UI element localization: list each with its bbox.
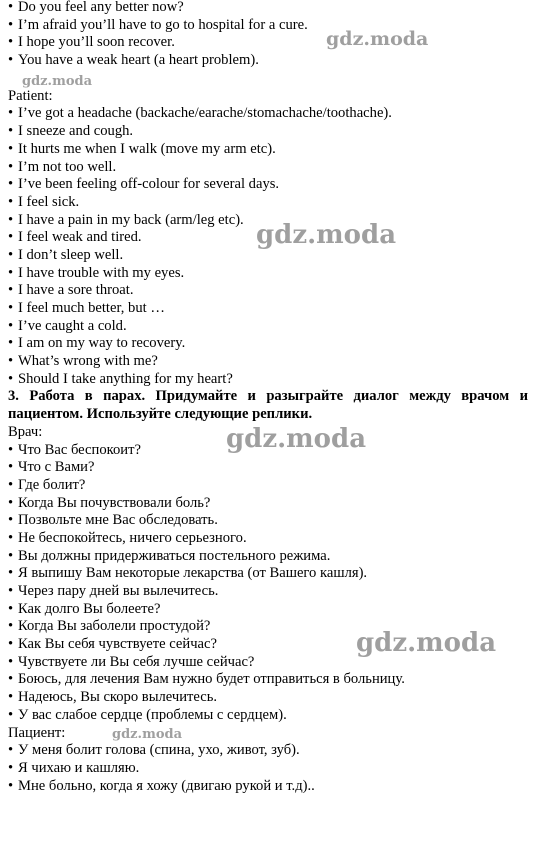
phrase-text: Чувствуете ли Вы себя лучше сейчас?	[18, 653, 255, 670]
list-item	[8, 159, 528, 177]
phrase-text: Через пару дней вы вылечитесь.	[18, 583, 219, 600]
bullet: •	[8, 193, 14, 210]
phrase-text: Позвольте мне Вас обследовать.	[18, 512, 218, 529]
phrase-text: I have a sore throat.	[18, 282, 134, 299]
list-item	[8, 459, 528, 477]
bullet: •	[8, 583, 14, 600]
list-item	[8, 548, 528, 566]
list-item	[8, 353, 528, 371]
bullet: •	[8, 459, 14, 476]
bullet: •	[8, 0, 14, 15]
phrase-text: Что с Вами?	[18, 459, 95, 476]
bullet: •	[8, 441, 14, 458]
phrase-text: Боюсь, для лечения Вам нужно будет отправиться в больницу.	[18, 671, 405, 688]
bullet: •	[8, 689, 14, 706]
list-item	[8, 371, 528, 389]
list-item	[8, 495, 528, 513]
phrase-text: Как Вы себя чувствуете сейчас?	[18, 636, 217, 653]
phrase-text: I’ve been feeling off-colour for several days.	[18, 176, 280, 193]
phrase-text: I feel sick.	[18, 193, 80, 210]
list-item	[8, 671, 528, 689]
list-item	[8, 194, 528, 212]
phrase-text: Что Вас беспокоит?	[18, 441, 141, 458]
list-item	[8, 512, 528, 530]
bullet: •	[8, 706, 14, 723]
bullet: •	[8, 52, 14, 69]
document-page	[8, 0, 528, 795]
phrase-text: У меня болит голова (спина, ухо, живот, зуб).	[18, 742, 300, 759]
bullet: •	[8, 335, 14, 352]
bullet: •	[8, 105, 14, 122]
phrase-text: I’m not too well.	[18, 158, 117, 175]
phrase-text: I hope you’ll soon recover.	[18, 34, 175, 51]
list-item	[8, 689, 528, 707]
phrase-text: Когда Вы заболели простудой?	[18, 618, 211, 635]
phrase-text: I have trouble with my eyes.	[18, 264, 185, 281]
watermark: gdz.moda	[256, 220, 397, 250]
phrase-text: I’ve got a headache (backache/earache/stomachache/toothache).	[18, 105, 392, 122]
phrase-text: Надеюсь, Вы скоро вылечитесь.	[18, 689, 218, 706]
bullet: •	[8, 636, 14, 653]
list-item	[8, 141, 528, 159]
bullet: •	[8, 618, 14, 635]
list-item	[8, 34, 528, 52]
list-item	[8, 300, 528, 318]
doctor-label-ru: Врач:	[8, 423, 43, 440]
list-item	[8, 601, 528, 619]
bullet: •	[8, 176, 14, 193]
phrase-text: I’ve caught a cold.	[18, 317, 127, 334]
bullet: •	[8, 476, 14, 493]
phrase-text: Мне больно, когда я хожу (двигаю рукой и т.д)..	[18, 777, 315, 794]
bullet: •	[8, 246, 14, 263]
bullet: •	[8, 300, 14, 316]
phrase-text: I am on my way to recovery.	[18, 335, 186, 352]
phrase-text: У вас слабое сердце (проблемы с сердцем).	[18, 706, 287, 723]
list-item	[8, 265, 528, 283]
phrase-text: It hurts me when I walk (move my arm etc).	[18, 140, 276, 157]
phrase-text: Как долго Вы болеете?	[18, 600, 161, 617]
list-item	[8, 282, 528, 300]
bullet: •	[8, 123, 14, 140]
list-item	[8, 565, 528, 583]
list-item	[8, 123, 528, 141]
watermark: gdz.moda	[356, 628, 497, 658]
phrase-text: Когда Вы почувствовали боль?	[18, 494, 211, 511]
list-item	[8, 742, 528, 760]
list-item	[8, 17, 528, 35]
phrase-text: Should I take anything for my heart?	[18, 370, 233, 387]
watermark: gdz.moda	[112, 727, 183, 742]
list-item	[8, 318, 528, 336]
phrase-text: You have a weak heart (a heart problem).	[18, 52, 259, 69]
list-item	[8, 778, 528, 796]
phrase-text: Я выпишу Вам некоторые лекарства (от Вашего кашля).	[18, 565, 368, 582]
list-item	[8, 335, 528, 353]
phrase-text: I feel much better, but …	[18, 300, 165, 316]
bullet: •	[8, 264, 14, 281]
list-item	[8, 530, 528, 548]
bullet: •	[8, 512, 14, 529]
bullet: •	[8, 759, 14, 776]
phrase-text: I feel weak and tired.	[18, 229, 142, 246]
list-item	[8, 105, 528, 123]
bullet: •	[8, 547, 14, 564]
bullet: •	[8, 600, 14, 617]
watermark: gdz.moda	[326, 28, 429, 50]
bullet: •	[8, 211, 14, 228]
bullet: •	[8, 777, 14, 794]
bullet: •	[8, 317, 14, 334]
phrase-text: I have a pain in my back (arm/leg etc).	[18, 211, 244, 228]
phrase-text: Я чихаю и кашляю.	[18, 759, 140, 776]
bullet: •	[8, 353, 14, 370]
phrase-text: Do you feel any better now?	[18, 0, 184, 15]
bullet: •	[8, 494, 14, 511]
patient-label-en: Patient:	[8, 87, 53, 104]
bullet: •	[8, 742, 14, 759]
phrase-text: Вы должны придерживаться постельного режима.	[18, 547, 331, 564]
phrase-text: Где болит?	[18, 476, 86, 493]
list-item	[8, 760, 528, 778]
list-item	[8, 52, 528, 70]
phrase-text: I don’t sleep well.	[18, 246, 124, 263]
list-item	[8, 176, 528, 194]
phrase-text: I sneeze and cough.	[18, 123, 134, 140]
bullet: •	[8, 671, 14, 688]
phrase-text: Не беспокойтесь, ничего серьезного.	[18, 529, 247, 546]
bullet: •	[8, 229, 14, 246]
list-item	[8, 583, 528, 601]
patient-label-ru: Пациент:	[8, 724, 66, 741]
bullet: •	[8, 282, 14, 299]
task-heading: 3. Работа в парах. Придумайте и разыграйте диалог между врачом и пациентом. Используйте следующие реплики.	[8, 388, 528, 423]
bullet: •	[8, 370, 14, 387]
bullet: •	[8, 653, 14, 670]
bullet: •	[8, 140, 14, 157]
watermark: gdz.moda	[226, 424, 367, 454]
list-item	[8, 477, 528, 495]
bullet: •	[8, 16, 14, 33]
list-item	[8, 0, 528, 17]
watermark: gdz.moda	[22, 74, 93, 89]
list-item	[8, 707, 528, 725]
bullet: •	[8, 565, 14, 582]
phrase-text: What’s wrong with me?	[18, 353, 158, 370]
bullet: •	[8, 529, 14, 546]
bullet: •	[8, 34, 14, 51]
bullet: •	[8, 158, 14, 175]
phrase-text: I’m afraid you’ll have to go to hospital for a cure.	[18, 16, 308, 33]
